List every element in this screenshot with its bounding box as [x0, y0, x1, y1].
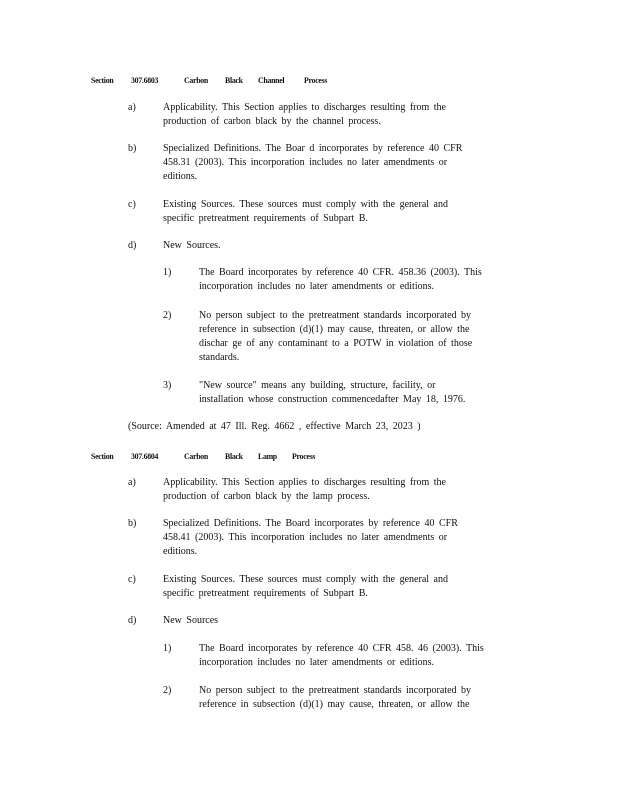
source-note: (Source: Amended at 47 Ill. Reg. 4662 , effective March 23, 2023 ) [128, 421, 421, 432]
item-line: editions. [163, 171, 198, 182]
section-title-word: Carbon [184, 451, 208, 461]
section-word: Section [91, 451, 114, 461]
subitem-line: dischar ge of any contaminant to a POTW in violation of those [199, 338, 473, 349]
item-line: Applicability. This Section applies to discharges resulting from the [163, 477, 446, 488]
section-title-word: Lamp [258, 451, 277, 461]
section-title-word: Channel [258, 75, 285, 85]
subitem-label: 1) [163, 267, 172, 278]
subitem-line: No person subject to the pretreatment standards incorporated by [199, 310, 472, 321]
section-title-word: Process [304, 75, 328, 85]
item-line: Applicability. This Section applies to discharges resulting from the [163, 102, 446, 113]
subitem-line: installation whose construction commencedafter May 18, 1976. [199, 394, 466, 405]
item-label: b) [128, 143, 137, 154]
item-line: specific pretreatment requirements of Subpart B. [163, 213, 368, 224]
item-line: 458.41 (2003). This incorporation includes no later amendments or [163, 532, 448, 543]
item-label: c) [128, 574, 136, 585]
subitem-label: 2) [163, 685, 172, 696]
item-label: d) [128, 615, 137, 626]
subitem-line: The Board incorporates by reference 40 CFR 458. 46 (2003). This [199, 643, 484, 654]
subitem-line: incorporation includes no later amendments or editions. [199, 281, 434, 292]
subitem-line: The Board incorporates by reference 40 CFR. 458.36 (2003). This [199, 267, 482, 278]
subitem-line: incorporation includes no later amendments or editions. [199, 657, 434, 668]
section-title-word: Process [292, 451, 316, 461]
item-line: Specialized Definitions. The Boar d incorporates by reference 40 CFR [163, 143, 463, 154]
subitem-label: 1) [163, 643, 172, 654]
item-line: New Sources [163, 615, 219, 626]
item-line: production of carbon black by the channel process. [163, 116, 381, 127]
section-title-word: Carbon [184, 75, 208, 85]
item-line: Existing Sources. These sources must comply with the general and [163, 199, 448, 210]
item-label: d) [128, 240, 137, 251]
subitem-label: 2) [163, 310, 172, 321]
item-label: a) [128, 102, 136, 113]
subitem-label: 3) [163, 380, 172, 391]
item-line: Specialized Definitions. The Board incorporates by reference 40 CFR [163, 518, 458, 529]
item-line: New Sources. [163, 240, 221, 251]
item-label: c) [128, 199, 136, 210]
item-line: specific pretreatment requirements of Subpart B. [163, 588, 368, 599]
section-number: 307.6804 [131, 451, 159, 461]
item-label: a) [128, 477, 136, 488]
section-title-word: Black [225, 451, 243, 461]
item-label: b) [128, 518, 137, 529]
item-line: production of carbon black by the lamp process. [163, 491, 370, 502]
item-line: 458.31 (2003). This incorporation includes no later amendments or [163, 157, 448, 168]
subitem-line: No person subject to the pretreatment standards incorporated by [199, 685, 472, 696]
subitem-line: standards. [199, 352, 240, 363]
item-line: Existing Sources. These sources must comply with the general and [163, 574, 448, 585]
subitem-line: "New source" means any building, structure, facility, or [199, 380, 436, 391]
section-title-word: Black [225, 75, 243, 85]
item-line: editions. [163, 546, 198, 557]
section-number: 307.6803 [131, 75, 159, 85]
section-word: Section [91, 75, 114, 85]
subitem-line: reference in subsection (d)(1) may cause, threaten, or allow the [199, 324, 470, 335]
subitem-line: reference in subsection (d)(1) may cause, threaten, or allow the [199, 699, 470, 710]
